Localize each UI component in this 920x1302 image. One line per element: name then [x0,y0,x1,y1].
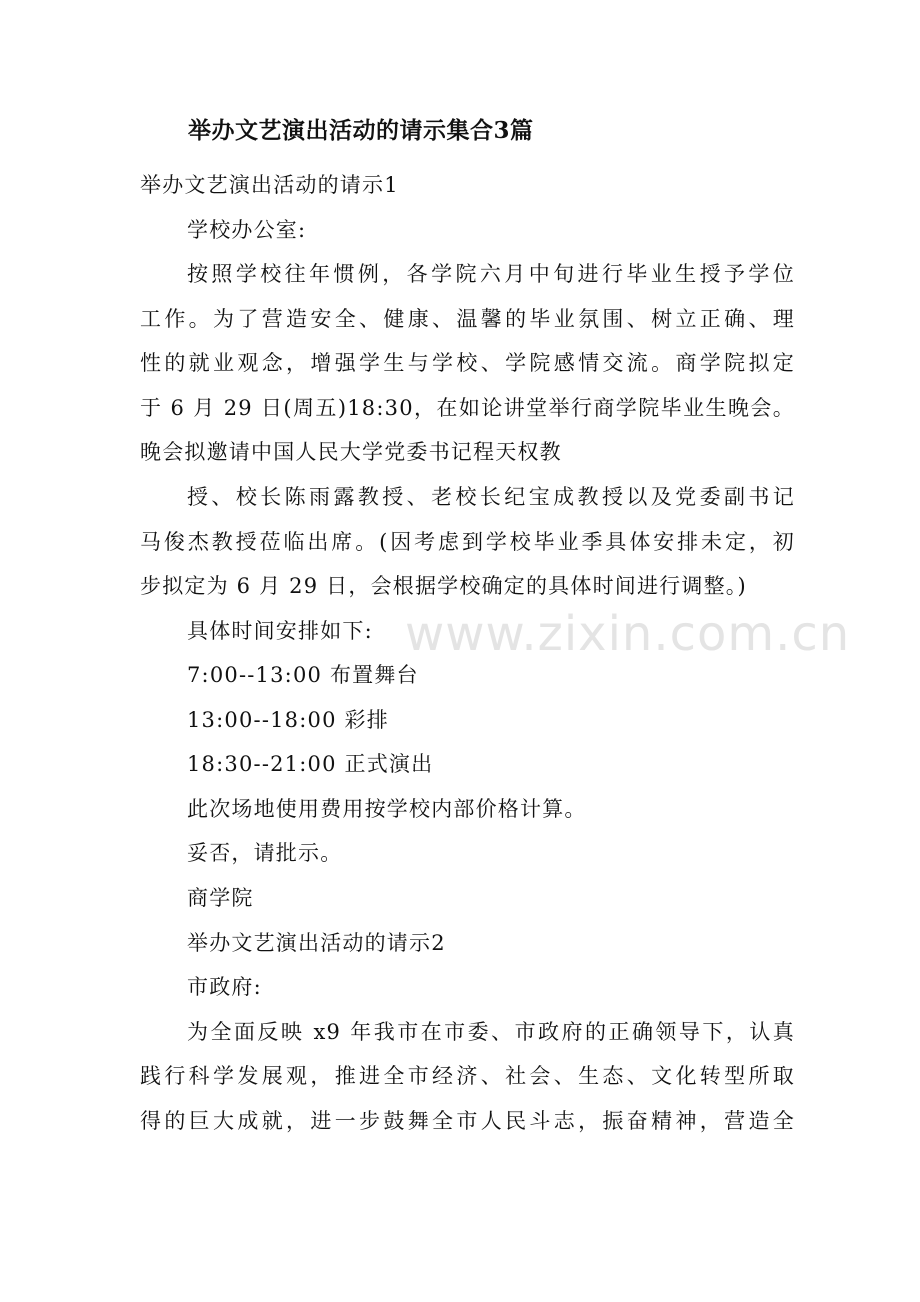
schedule-item: 18:30--21:00 正式演出 [187,752,434,776]
paragraph-line: 晚会拟邀请中国人民大学党委书记程天权教 [140,440,562,464]
schedule-heading: 具体时间安排如下: [187,619,373,643]
section-heading-2: 举办文艺演出活动的请示2 [187,931,446,955]
addressee-line: 市政府: [187,975,262,999]
signature-line: 商学院 [187,886,254,910]
schedule-item: 13:00--18:00 彩排 [187,708,389,732]
paragraph-line: 步拟定为 6 月 29 日，会根据学校确定的具体时间进行调整。) [140,574,747,598]
paragraph-line: 按照学校往年惯例，各学院六月中旬进行毕业生授予学位 [187,262,795,286]
paragraph-line: 践行科学发展观，推进全市经济、社会、生态、文化转型所取 [140,1064,795,1088]
paragraph-line: 得的巨大成就，进一步鼓舞全市人民斗志，振奋精神，营造全 [140,1109,795,1133]
addressee-line: 学校办公室: [187,218,307,242]
closing-line: 妥否，请批示。 [187,841,343,865]
paragraph-line: 性的就业观念，增强学生与学校、学院感情交流。商学院拟定 [140,351,795,375]
paragraph-line: 授、校长陈雨露教授、老校长纪宝成教授以及党委副书记 [187,485,795,509]
paragraph-line: 于 6 月 29 日(周五)18:30，在如论讲堂举行商学院毕业生晚会。 [140,396,795,420]
section-heading-1: 举办文艺演出活动的请示1 [140,173,399,197]
watermark: www.zixin.com.cn [405,606,851,662]
paragraph-line: 工作。为了营造安全、健康、温馨的毕业氛围、树立正确、理 [140,307,795,331]
paragraph-line: 此次场地使用费用按学校内部价格计算。 [187,797,587,821]
document-title: 举办文艺演出活动的请示集合3篇 [188,117,534,144]
paragraph-line: 马俊杰教授莅临出席。(因考虑到学校毕业季具体安排未定，初 [140,530,795,554]
paragraph-line: 为全面反映 x9 年我市在市委、市政府的正确领导下，认真 [187,1020,795,1044]
schedule-item: 7:00--13:00 布置舞台 [187,663,419,687]
